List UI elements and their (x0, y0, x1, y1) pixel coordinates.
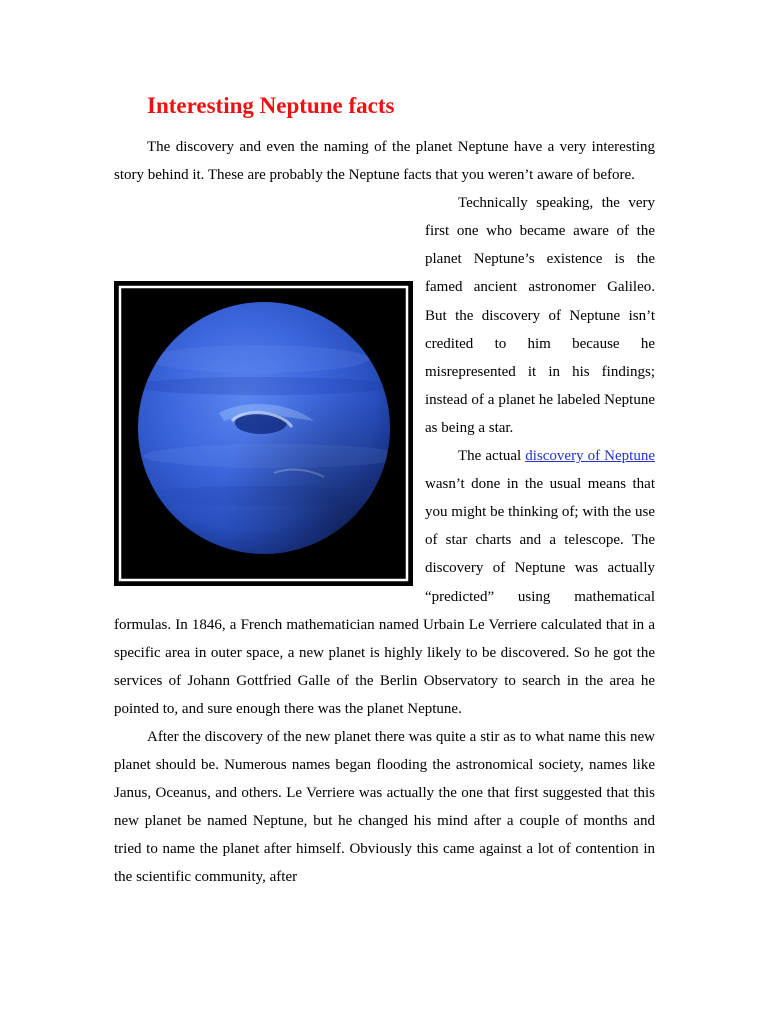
paragraph-galileo: Technically speaking, the very first one who became aware of the planet Neptune’s existence is the famed ancient astronomer Galileo. But the discovery of Neptune isn’t credited to him because he misrepresented it in his findings; instead of a planet he labeled Neptune as being a star. (425, 195, 655, 436)
page-title: Interesting Neptune facts (147, 93, 395, 118)
neptune-planet-image (114, 281, 413, 586)
article-body (114, 133, 655, 892)
paragraph-discovery-lead: The actual (458, 448, 526, 465)
paragraph-naming: After the discovery of the new planet there was quite a stir as to what name this new planet should be. Numerous names began flooding the astronomical society, names like Janus, Oceanus, and others. Le Verriere was actually the one that first suggested that this new planet be named Neptune, but he changed his mind after a couple of months and tried to name the planet after himself. Obviously this came against a lot of contention in the scientific community, after (114, 728, 655, 886)
discovery-of-neptune-link[interactable]: discovery of Neptune (525, 448, 655, 465)
paragraph-discovery-rest: wasn’t done in the usual means that you might be thinking of; with the use of star charts and a telescope. The discovery of Neptune was actually “predicted” using mathematical formulas. In 1846, a French mathematician named Urbain Le Verriere calculated that in a specific area in outer space, a new planet is highly likely to be discovered. So he got the services of Johann Gottfried Galle of the Berlin Observatory to search in the area he pointed to, and sure enough there was the planet Neptune. (114, 476, 655, 717)
paragraph-intro: The discovery and even the naming of the planet Neptune have a very interesting story behind it. These are probably the Neptune facts that you weren’t aware of before. (114, 139, 655, 184)
neptune-image (114, 281, 413, 586)
